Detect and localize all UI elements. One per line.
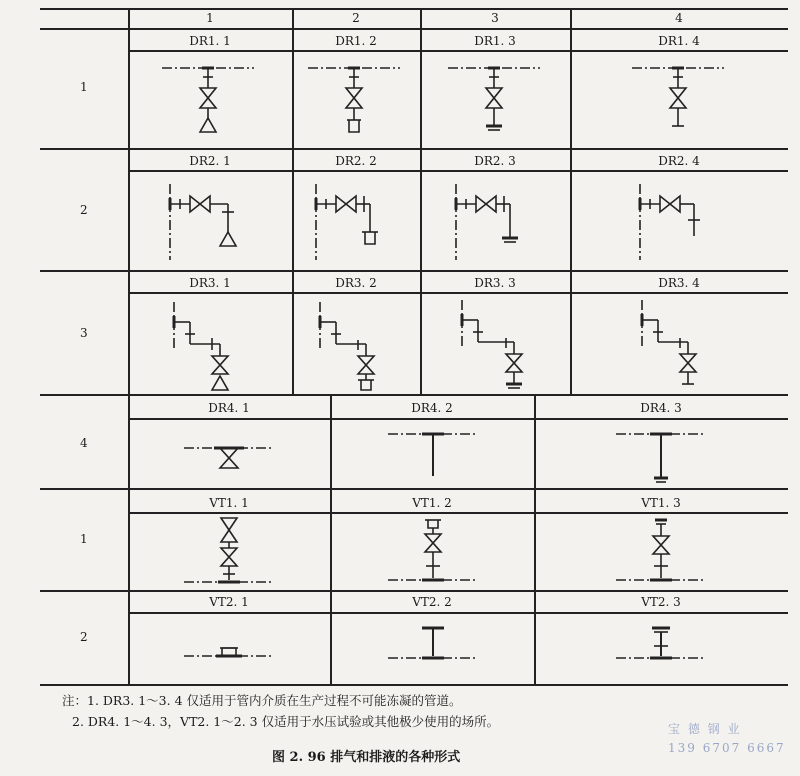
row-number: 2 [80, 630, 88, 644]
rule [40, 684, 788, 686]
dr4-1-diagram [182, 428, 276, 478]
vt2-3-diagram [614, 622, 708, 674]
dr2-2-diagram [304, 180, 414, 265]
column-header: 4 [675, 11, 683, 25]
cell-label: DR2. 2 [335, 154, 377, 168]
rule [40, 8, 788, 10]
cell-label: DR2. 1 [189, 154, 231, 168]
rule [40, 28, 788, 30]
cell-label: VT1. 1 [209, 496, 249, 510]
dr2-4-diagram [628, 180, 738, 265]
watermark-phone: 139 6707 6667 [668, 741, 786, 755]
rule [128, 50, 788, 52]
row-number: 2 [80, 203, 88, 217]
rule [128, 170, 788, 172]
rule [40, 488, 788, 490]
vt2-2-diagram [386, 622, 480, 674]
dr1-3-diagram [444, 58, 544, 143]
vt1-2-diagram [386, 514, 480, 588]
cell-label: VT1. 2 [412, 496, 452, 510]
rule [128, 292, 788, 294]
dr1-2-diagram [304, 58, 404, 143]
rule [40, 270, 788, 272]
cell-label: DR4. 3 [640, 401, 682, 415]
dr3-2-diagram [310, 300, 420, 392]
cell-label: DR3. 4 [658, 276, 700, 290]
column-header: 1 [206, 11, 214, 25]
figure-caption: 图 2. 96 排气和排液的各种形式 [272, 750, 461, 765]
watermark-name: 宝 德 钢 业 [668, 722, 742, 736]
figure-table [40, 8, 788, 686]
row-number: 1 [80, 532, 88, 546]
note-2: 2. DR4. 1～4. 3，VT2. 1～2. 3 仅适用于水压试验或其他极少使用的场所。 [72, 714, 500, 729]
dr3-4-diagram [632, 298, 742, 394]
dr4-3-diagram [614, 424, 708, 486]
vt1-1-diagram [182, 514, 276, 588]
cell-label: DR3. 1 [189, 276, 231, 290]
column-header: 2 [352, 11, 360, 25]
cell-label: VT2. 3 [641, 595, 681, 609]
rule [570, 8, 572, 394]
cell-label: DR2. 3 [474, 154, 516, 168]
cell-label: DR4. 2 [411, 401, 453, 415]
dr1-4-diagram [628, 58, 728, 143]
rule [128, 8, 130, 686]
rule [330, 394, 332, 686]
cell-label: DR4. 1 [208, 401, 250, 415]
cell-label: DR1. 2 [335, 34, 377, 48]
dr2-1-diagram [158, 180, 268, 265]
rule [128, 612, 788, 614]
dr3-1-diagram [164, 300, 274, 392]
row-number: 1 [80, 80, 88, 94]
rule [534, 394, 536, 686]
vt1-3-diagram [614, 514, 708, 588]
watermark [668, 720, 786, 758]
rule [40, 394, 788, 396]
rule [40, 148, 788, 150]
note-1: 注：1. DR3. 1～3. 4 仅适用于管内介质在生产过程不可能冻凝的管道。 [62, 693, 462, 708]
rule [40, 590, 788, 592]
rule [128, 418, 788, 420]
vt2-1-diagram [182, 628, 276, 668]
cell-label: DR2. 4 [658, 154, 700, 168]
notes [62, 690, 500, 732]
row-number: 3 [80, 326, 88, 340]
cell-label: DR3. 3 [474, 276, 516, 290]
cell-label: VT1. 3 [641, 496, 681, 510]
cell-label: DR1. 1 [189, 34, 231, 48]
cell-label: DR3. 2 [335, 276, 377, 290]
cell-label: VT2. 1 [209, 595, 249, 609]
rule [292, 8, 294, 394]
dr3-3-diagram [452, 298, 562, 394]
column-header: 3 [491, 11, 499, 25]
dr2-3-diagram [444, 180, 554, 265]
rule [420, 8, 422, 394]
cell-label: DR1. 3 [474, 34, 516, 48]
cell-label: DR1. 4 [658, 34, 700, 48]
dr1-1-diagram [158, 58, 258, 143]
dr4-2-diagram [386, 424, 480, 482]
row-number: 4 [80, 436, 88, 450]
cell-label: VT2. 2 [412, 595, 452, 609]
